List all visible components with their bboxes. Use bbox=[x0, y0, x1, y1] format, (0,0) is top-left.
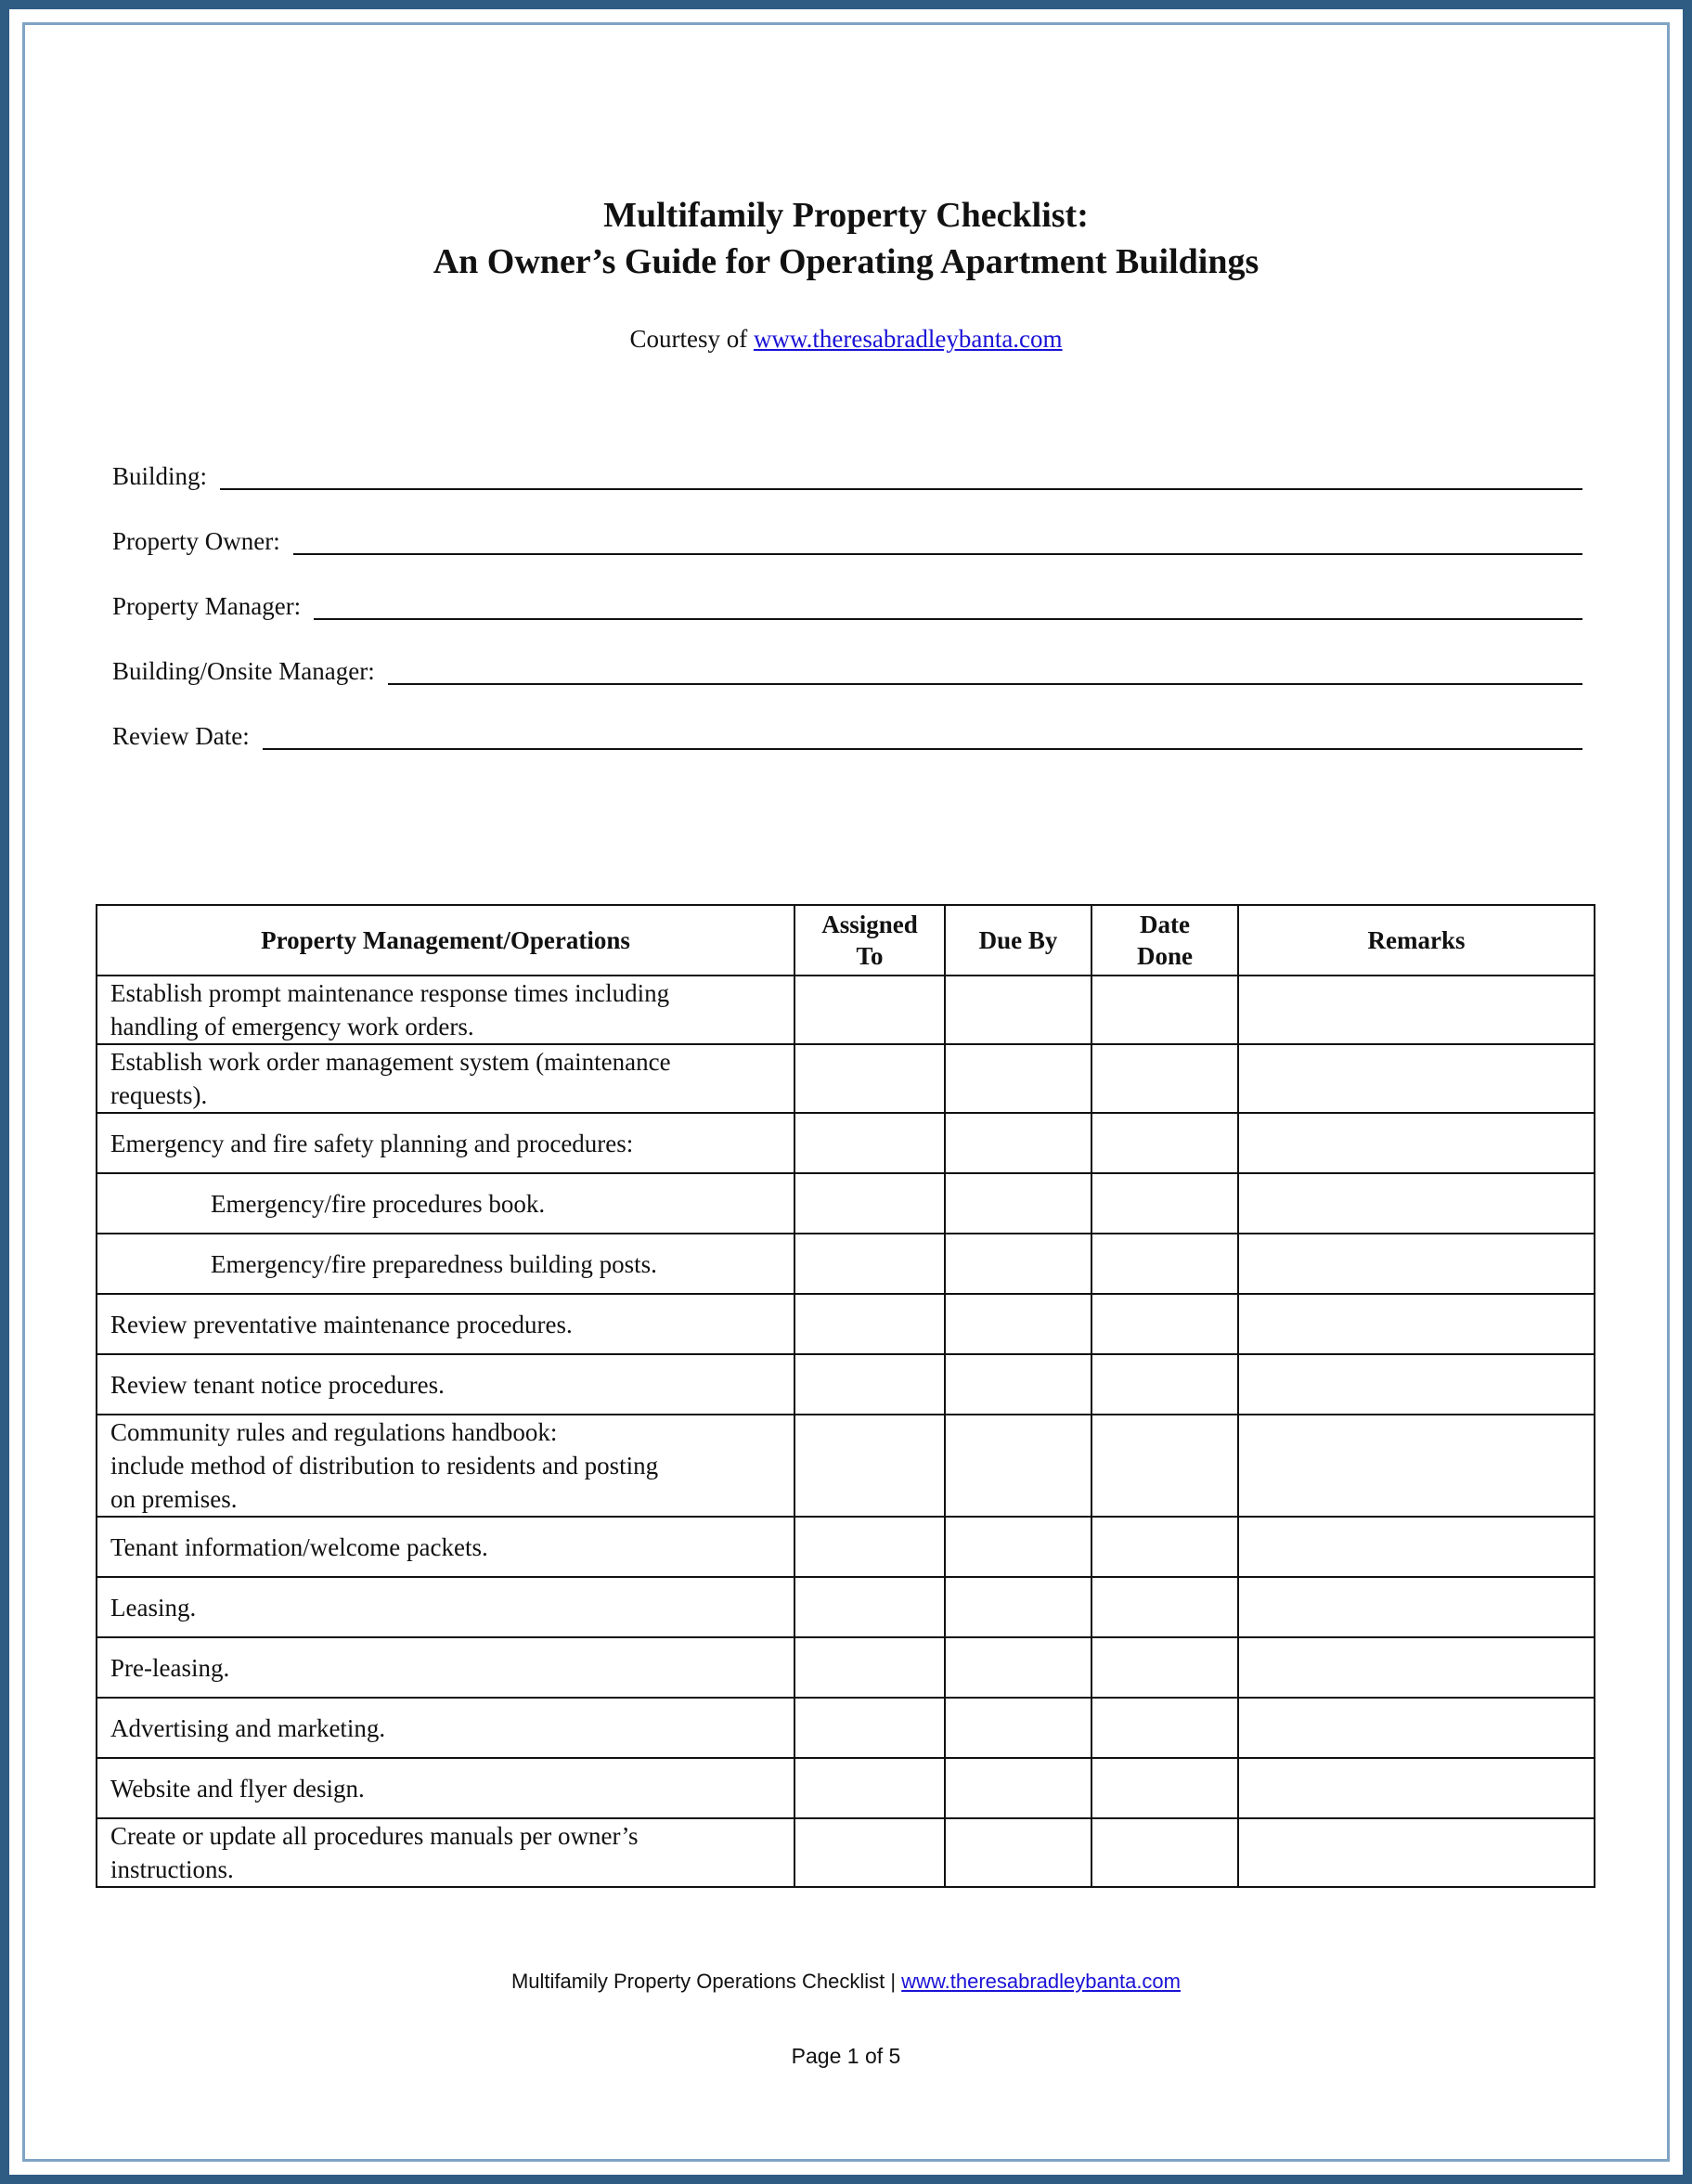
date-done-cell[interactable] bbox=[1091, 1354, 1238, 1415]
remarks-cell[interactable] bbox=[1238, 1173, 1595, 1234]
task-cell bbox=[97, 1415, 794, 1517]
due-by-cell[interactable] bbox=[945, 1294, 1091, 1354]
remarks-cell[interactable] bbox=[1238, 1354, 1595, 1415]
footer-text: Multifamily Property Operations Checklist | bbox=[510, 1970, 902, 1993]
task-text-line: Establish work order management system (maintenance bbox=[110, 1048, 671, 1076]
header-assigned-to bbox=[794, 905, 945, 976]
assigned-to-cell[interactable] bbox=[794, 1294, 945, 1354]
task-cell bbox=[97, 1637, 794, 1698]
page-footer bbox=[0, 1970, 1692, 1994]
task-text-line: Create or update all procedures manuals per owner’s bbox=[110, 1822, 639, 1850]
task-text-line: Community rules and regulations handbook: bbox=[110, 1418, 558, 1446]
table-row bbox=[97, 1415, 1595, 1517]
field-label: Property Manager: bbox=[112, 592, 302, 620]
field-blank-line[interactable] bbox=[314, 590, 1582, 620]
date-done-cell[interactable] bbox=[1091, 1818, 1238, 1887]
header-task: Property Management/Operations bbox=[97, 905, 794, 976]
date-done-cell[interactable] bbox=[1091, 1234, 1238, 1294]
header-done-line1: Date bbox=[1140, 911, 1190, 938]
task-text-line: include method of distribution to residents and posting bbox=[110, 1452, 659, 1480]
due-by-cell[interactable] bbox=[945, 1517, 1091, 1577]
date-done-cell[interactable] bbox=[1091, 1415, 1238, 1517]
field-property-manager bbox=[112, 587, 1582, 620]
header-remarks: Remarks bbox=[1238, 905, 1595, 976]
task-text-line: Review preventative maintenance procedures. bbox=[110, 1310, 573, 1338]
header-done-line2: Done bbox=[1137, 942, 1193, 970]
header-assigned-line2: To bbox=[856, 942, 884, 970]
courtesy-link[interactable]: www.theresabradleybanta.com bbox=[753, 325, 1063, 353]
table-row bbox=[97, 1173, 1595, 1234]
due-by-cell[interactable] bbox=[945, 1173, 1091, 1234]
task-text-line: handling of emergency work orders. bbox=[110, 1013, 474, 1040]
date-done-cell[interactable] bbox=[1091, 1173, 1238, 1234]
field-label: Review Date: bbox=[112, 722, 250, 750]
due-by-cell[interactable] bbox=[945, 1698, 1091, 1758]
assigned-to-cell[interactable] bbox=[794, 1354, 945, 1415]
table-row bbox=[97, 1637, 1595, 1698]
remarks-cell[interactable] bbox=[1238, 1818, 1595, 1887]
task-text-line: Website and flyer design. bbox=[110, 1774, 365, 1803]
field-property-owner bbox=[112, 522, 1582, 555]
field-label: Property Owner: bbox=[112, 527, 280, 555]
task-text-line: on premises. bbox=[110, 1485, 238, 1513]
task-text-line: Advertising and marketing. bbox=[110, 1713, 386, 1742]
date-done-cell[interactable] bbox=[1091, 1113, 1238, 1173]
due-by-cell[interactable] bbox=[945, 1415, 1091, 1517]
due-by-cell[interactable] bbox=[945, 1577, 1091, 1637]
page-number: Page 1 of 5 bbox=[791, 2044, 901, 2068]
remarks-cell[interactable] bbox=[1238, 1517, 1595, 1577]
task-text-line: Emergency/fire preparedness building posts. bbox=[211, 1249, 657, 1278]
assigned-to-cell[interactable] bbox=[794, 1113, 945, 1173]
table-row bbox=[97, 1044, 1595, 1113]
field-label: Building: bbox=[112, 462, 208, 490]
date-done-cell[interactable] bbox=[1091, 976, 1238, 1044]
date-done-cell[interactable] bbox=[1091, 1637, 1238, 1698]
due-by-cell[interactable] bbox=[945, 1234, 1091, 1294]
remarks-cell[interactable] bbox=[1238, 1415, 1595, 1517]
due-by-cell[interactable] bbox=[945, 1818, 1091, 1887]
header-date-done bbox=[1091, 905, 1238, 976]
task-text-line: Leasing. bbox=[110, 1593, 197, 1622]
header-assigned-line1: Assigned bbox=[821, 911, 918, 938]
table-header-row bbox=[97, 905, 1595, 976]
date-done-cell[interactable] bbox=[1091, 1294, 1238, 1354]
assigned-to-cell[interactable] bbox=[794, 1173, 945, 1234]
field-onsite-manager bbox=[112, 652, 1582, 685]
remarks-cell[interactable] bbox=[1238, 1294, 1595, 1354]
task-text-line: instructions. bbox=[110, 1855, 234, 1883]
title-line-2: An Owner’s Guide for Operating Apartment Buildings bbox=[433, 242, 1259, 281]
assigned-to-cell[interactable] bbox=[794, 1234, 945, 1294]
header-due-by: Due By bbox=[945, 905, 1091, 976]
assigned-to-cell[interactable] bbox=[794, 1517, 945, 1577]
table-row bbox=[97, 1234, 1595, 1294]
task-cell bbox=[97, 1173, 794, 1234]
table-row bbox=[97, 1758, 1595, 1818]
task-cell bbox=[97, 1113, 794, 1173]
due-by-cell[interactable] bbox=[945, 976, 1091, 1044]
date-done-cell[interactable] bbox=[1091, 1698, 1238, 1758]
field-blank-line[interactable] bbox=[220, 460, 1582, 490]
table-row bbox=[97, 1818, 1595, 1887]
due-by-cell[interactable] bbox=[945, 1354, 1091, 1415]
remarks-cell[interactable] bbox=[1238, 1698, 1595, 1758]
table-row bbox=[97, 1577, 1595, 1637]
table-row bbox=[97, 1517, 1595, 1577]
assigned-to-cell[interactable] bbox=[794, 1044, 945, 1113]
assigned-to-cell[interactable] bbox=[794, 1758, 945, 1818]
title-line-1: Multifamily Property Checklist: bbox=[603, 196, 1089, 235]
remarks-cell[interactable] bbox=[1238, 1113, 1595, 1173]
field-blank-line[interactable] bbox=[263, 720, 1582, 750]
assigned-to-cell[interactable] bbox=[794, 976, 945, 1044]
task-cell bbox=[97, 1577, 794, 1637]
task-cell bbox=[97, 1044, 794, 1113]
task-text-line: Emergency and fire safety planning and procedures: bbox=[110, 1129, 634, 1157]
courtesy-line bbox=[0, 325, 1692, 354]
assigned-to-cell[interactable] bbox=[794, 1577, 945, 1637]
task-text-line: Tenant information/welcome packets. bbox=[110, 1532, 488, 1561]
task-cell bbox=[97, 1758, 794, 1818]
date-done-cell[interactable] bbox=[1091, 1044, 1238, 1113]
field-building bbox=[112, 457, 1582, 490]
due-by-cell[interactable] bbox=[945, 1044, 1091, 1113]
remarks-cell[interactable] bbox=[1238, 1234, 1595, 1294]
field-review-date bbox=[112, 717, 1582, 750]
task-cell bbox=[97, 976, 794, 1044]
table-row bbox=[97, 1354, 1595, 1415]
task-text-line: Review tenant notice procedures. bbox=[110, 1370, 445, 1399]
assigned-to-cell[interactable] bbox=[794, 1637, 945, 1698]
due-by-cell[interactable] bbox=[945, 1113, 1091, 1173]
field-blank-line[interactable] bbox=[388, 655, 1582, 685]
task-cell bbox=[97, 1818, 794, 1887]
date-done-cell[interactable] bbox=[1091, 1758, 1238, 1818]
remarks-cell[interactable] bbox=[1238, 1758, 1595, 1818]
assigned-to-cell[interactable] bbox=[794, 1698, 945, 1758]
table-row bbox=[97, 1294, 1595, 1354]
table-row bbox=[97, 1113, 1595, 1173]
remarks-cell[interactable] bbox=[1238, 1577, 1595, 1637]
remarks-cell[interactable] bbox=[1238, 976, 1595, 1044]
remarks-cell[interactable] bbox=[1238, 1044, 1595, 1113]
field-blank-line[interactable] bbox=[293, 525, 1582, 555]
assigned-to-cell[interactable] bbox=[794, 1415, 945, 1517]
courtesy-prefix: Courtesy of bbox=[629, 325, 754, 353]
task-cell bbox=[97, 1294, 794, 1354]
due-by-cell[interactable] bbox=[945, 1758, 1091, 1818]
table-row bbox=[97, 976, 1595, 1044]
task-text-line: Pre-leasing. bbox=[110, 1653, 230, 1682]
task-cell bbox=[97, 1698, 794, 1758]
task-cell bbox=[97, 1354, 794, 1415]
table-row bbox=[97, 1698, 1595, 1758]
task-text-line: requests). bbox=[110, 1081, 208, 1109]
checklist-table bbox=[96, 904, 1595, 1888]
task-cell bbox=[97, 1234, 794, 1294]
due-by-cell[interactable] bbox=[945, 1637, 1091, 1698]
task-text-line: Establish prompt maintenance response times including bbox=[110, 979, 670, 1007]
remarks-cell[interactable] bbox=[1238, 1637, 1595, 1698]
assigned-to-cell[interactable] bbox=[794, 1818, 945, 1887]
task-cell bbox=[97, 1517, 794, 1577]
field-label: Building/Onsite Manager: bbox=[112, 657, 375, 685]
task-text-line: Emergency/fire procedures book. bbox=[211, 1189, 546, 1218]
footer-link[interactable]: www.theresabradleybanta.com bbox=[901, 1970, 1181, 1993]
date-done-cell[interactable] bbox=[1091, 1577, 1238, 1637]
date-done-cell[interactable] bbox=[1091, 1517, 1238, 1577]
